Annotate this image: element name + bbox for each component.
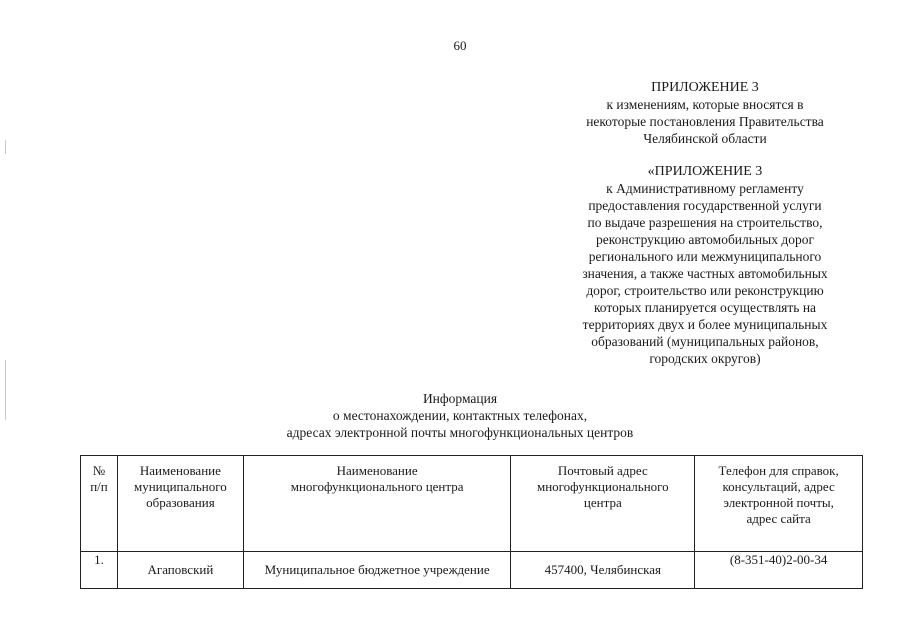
header-phone-line: электронной почты, <box>723 495 834 510</box>
appendix-current-title: ПРИЛОЖЕНИЕ 3 <box>651 80 759 95</box>
header-municipality <box>117 456 243 552</box>
appendix-original-line: по выдаче разрешения на строительство, <box>587 215 823 230</box>
header-municipality-line: муниципального <box>134 479 227 494</box>
header-center <box>243 456 511 552</box>
cell-municipality: Агаповский <box>117 552 243 589</box>
header-municipality-line: образования <box>146 495 215 510</box>
info-heading-line: о местонахождении, контактных телефонах, <box>332 408 588 423</box>
appendix-original-line: дорог, строительство или реконструкцию <box>586 283 824 298</box>
info-heading-line: адресах электронной почты многофункциональных центров <box>286 425 634 440</box>
table-header-row <box>81 456 863 552</box>
header-municipality-line: Наименование <box>139 463 221 478</box>
appendix-current-block <box>555 79 855 147</box>
cell-center: Муниципальное бюджетное учреждение <box>243 552 511 589</box>
appendix-original-line: значения, а также частных автомобильных <box>582 266 828 281</box>
header-address-line: Почтовый адрес <box>557 463 648 478</box>
header-address-line: многофункционального <box>536 479 669 494</box>
appendix-original-line: образований (муниципальных районов, <box>591 334 819 349</box>
mfc-table <box>80 455 863 589</box>
scan-edge-mark <box>5 360 6 420</box>
table-row <box>81 552 863 589</box>
appendix-original-line: к Административному регламенту <box>606 181 804 196</box>
header-num-line: № <box>92 463 106 478</box>
appendix-original-line: территориях двух и более муниципальных <box>582 317 828 332</box>
header-phone <box>695 456 863 552</box>
header-address <box>511 456 695 552</box>
cell-num: 1. <box>81 552 118 589</box>
header-address-line: центра <box>583 495 622 510</box>
info-heading-title: Информация <box>422 391 498 406</box>
header-num <box>81 456 118 552</box>
header-center-line: Наименование <box>336 463 418 478</box>
appendix-original-line: реконструкцию автомобильных дорог <box>595 232 815 247</box>
appendix-current-line: Челябинской области <box>643 131 767 146</box>
page-number: 60 <box>453 38 467 53</box>
scan-edge-mark <box>5 140 6 154</box>
header-num-line: п/п <box>90 479 108 494</box>
appendix-current-line: некоторые постановления Правительства <box>586 114 824 129</box>
appendix-current-line: к изменениям, которые вносятся в <box>606 97 804 112</box>
header-center-line: многофункционального центра <box>290 479 464 494</box>
cell-phone: (8-351-40)2-00-34 <box>695 552 863 589</box>
appendix-original-line: предоставления государственной услуги <box>588 198 822 213</box>
header-phone-line: консультаций, адрес <box>722 479 835 494</box>
appendix-original-line: регионального или межмуниципального <box>588 249 822 264</box>
appendix-original-line: которых планируется осуществлять на <box>593 300 817 315</box>
cell-address: 457400, Челябинская <box>511 552 695 589</box>
header-phone-line: адрес сайта <box>746 511 811 526</box>
appendix-original-title: «ПРИЛОЖЕНИЕ 3 <box>647 164 763 179</box>
appendix-original-block <box>555 163 855 367</box>
info-heading <box>200 390 720 441</box>
appendix-original-line: городских округов) <box>649 351 761 366</box>
header-phone-line: Телефон для справок, <box>718 463 839 478</box>
